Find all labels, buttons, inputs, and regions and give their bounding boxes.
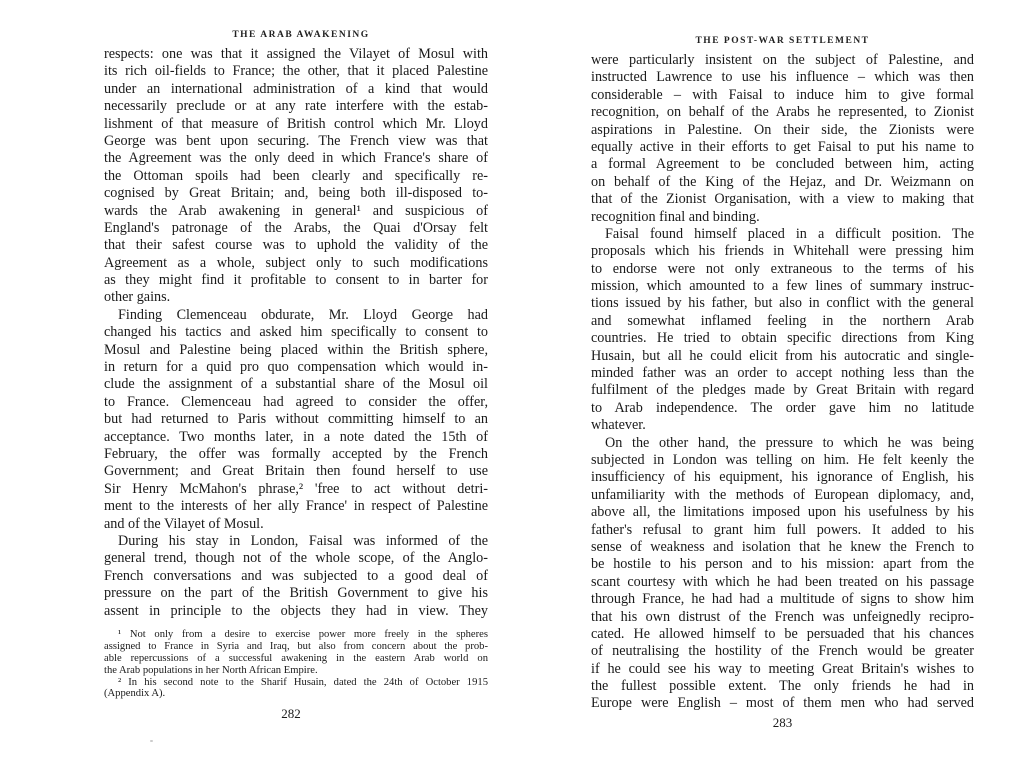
text-line: mission, which amounted to a few lines of summary instruc- (591, 278, 974, 295)
text-line: under an international administration of a kind that would (104, 80, 488, 97)
text-line: as they might find it profitable to consent to in barter for (104, 272, 488, 289)
text-line: to Arab independence. The order gave him no latitude (591, 399, 974, 416)
text-line: Sir Henry McMahon's phrase,² 'free to act without detri- (104, 480, 488, 497)
text-line: other gains. (104, 289, 171, 306)
text-line: lishment of that measure of British control which Mr. Lloyd (104, 115, 488, 132)
text-line: whatever. (591, 417, 646, 434)
text-line: that his own distrust of the French was unfeignedly recipro- (591, 608, 974, 625)
text-line: general trend, though not of the whole scope, of the Anglo- (104, 550, 488, 567)
text-line: and somewhat inflamed feeling in the northern Arab (591, 312, 974, 329)
text-line: recognition, on behalf of the Arabs he represented, to Zionist (591, 104, 974, 121)
text-line: instructed Lawrence to use his influence – which was then (591, 69, 974, 86)
text-line: that of the Zionist Organisation, with a view to making that (591, 191, 974, 208)
footnote-line: the Arab populations in her North African Empire. (104, 664, 318, 676)
text-line: French conversations and was subjected to a good deal of (104, 567, 488, 584)
text-line: changed his tactics and asked him specifically to consent to (104, 324, 488, 341)
text-line: equally active in their efforts to get Faisal to put his name to (591, 138, 974, 155)
body-text (591, 52, 974, 713)
text-line: sense of weakness and isolation that he knew the French to (591, 538, 974, 555)
text-line: considerable – with Faisal to induce him to give formal (591, 86, 974, 103)
text-line: minded father was an order to accept nothing less than the (591, 365, 974, 382)
text-line: During his stay in London, Faisal was informed of the (118, 532, 488, 549)
text-line: father's refusal to grant him full powers. It added to his (591, 521, 974, 538)
text-line: and of the Vilayet of Mosul. (104, 515, 264, 532)
text-line: Husain, but all he could elicit from his autocratic and single- (591, 347, 974, 364)
text-line: proposals which his friends in Whitehall were pressing him (591, 243, 974, 260)
text-line: the fullest possible extent. The only friends he had in (591, 678, 974, 695)
running-head: THE ARAB AWAKENING (232, 30, 370, 40)
text-line: on behalf of the King of the Hejaz, and Dr. Weizmann on (591, 173, 974, 190)
text-line: ment to the interests of her ally France' in respect of Palestine (104, 498, 488, 515)
text-line: to endorse were not only extraneous to the terms of his (591, 260, 974, 277)
text-line: to France. Clemenceau had agreed to consider the offer, (104, 393, 488, 410)
text-line: cated. He allowed himself to be persuaded that his chances (591, 625, 974, 642)
text-line: wards the Arab awakening in general¹ and suspicious of (104, 202, 488, 219)
text-line: cognised by Great Britain; and, being both ill-disposed to- (104, 185, 488, 202)
text-line: Europe were English – most of them men who had served (591, 695, 974, 712)
page-number: 283 (772, 714, 793, 730)
text-line: assent in principle to the objects they had in view. They (104, 602, 488, 619)
text-line: the Ottoman spoils had been clearly and specifically re- (104, 167, 488, 184)
text-line: countries. He tried to obtain specific directions from King (591, 330, 974, 347)
text-line: scant courtesy with which he had been treated on his passage (591, 573, 974, 590)
right-page (591, 36, 974, 731)
text-line: the Agreement was the only deed in which France's share of (104, 150, 488, 167)
text-line: fulfilment of the pledges made by Great Britain with regard (591, 382, 974, 399)
footnote-line: ¹ Not only from a desire to exercise power more freely in the spheres (118, 628, 488, 640)
text-line: in return for a quid pro quo compensation which would in- (104, 359, 488, 376)
page-number: 282 (281, 706, 301, 722)
text-line: were particularly insistent on the subject of Palestine, and (591, 52, 974, 68)
text-line: unfamiliarity with the methods of European diplomacy, and, (591, 486, 974, 503)
text-line: Agreement as a whole, subject only to such modifications (104, 254, 488, 271)
text-line: its rich oil-fields to France; the other, that it placed Palestine (104, 63, 488, 80)
text-line: Faisal found himself placed in a difficult position. The (605, 225, 974, 242)
text-line: but had returned to Paris without committing himself to an (104, 411, 488, 428)
footnote-line: (Appendix A). (104, 688, 166, 700)
text-line: necessarily preclude or at any rate interfere with the estab- (104, 98, 488, 115)
text-line: above all, the limitations imposed upon his usefulness by his (591, 504, 974, 521)
text-line: insufficiency of his equipment, his ignorance of English, his (591, 469, 974, 486)
text-line: recognition final and binding. (591, 208, 760, 225)
text-line: Finding Clemenceau obdurate, Mr. Lloyd George had (118, 306, 488, 323)
text-line: George was bent upon securing. The French view was that (104, 132, 488, 149)
text-line: a formal Agreement to be concluded between him, acting (591, 156, 974, 173)
running-head: THE POST-WAR SETTLEMENT (695, 36, 870, 46)
text-line: be hostile to his person and to his mission: apart from the (591, 556, 974, 573)
text-line: subjected in London was telling on him. He felt keenly the (591, 451, 974, 468)
text-line: respects: one was that it assigned the Vilayet of Mosul with (104, 46, 488, 62)
text-line: clude the assignment of a substantial share of the Mosul oil (104, 376, 488, 393)
text-line: aspirations in Palestine. On their side, the Zionists were (591, 121, 974, 138)
text-line: that their safest course was to uphold the validity of the (104, 237, 488, 254)
text-line: if he could see his way to meeting Great Britain's wishes to (591, 660, 974, 677)
footnotes (104, 629, 488, 700)
scan-speck (150, 740, 153, 742)
text-line: pressure on the part of the British Government to give his (104, 585, 488, 602)
text-line: England's patronage of the Arabs, the Quai d'Orsay felt (104, 219, 488, 236)
body-text (104, 46, 488, 620)
text-line: Mosul and Palestine being placed within the British sphere, (104, 341, 488, 358)
footnote-line: ² In his second note to the Sharif Husain, dated the 24th of October 1915 (118, 676, 488, 688)
text-line: Government; and Great Britain then found herself to use (104, 463, 488, 480)
text-line: tions issued by his father, but also in conflict with the general (591, 295, 974, 312)
text-line: through France, he had had a multitude of signs to show him (591, 591, 974, 608)
text-line: February, the offer was formally accepted by the French (104, 445, 488, 462)
left-page (104, 30, 488, 722)
footnote-line: assigned to France in Syria and Iraq, but also from concern about the prob- (104, 640, 488, 652)
footnote-line: able repercussions of a successful awakening in the eastern Arab world on (104, 652, 488, 664)
text-line: acceptance. Two months later, in a note dated the 15th of (104, 428, 488, 445)
text-line: of neutralising the hostility of the French would be greater (591, 643, 974, 660)
text-line: On the other hand, the pressure to which he was being (605, 434, 974, 451)
